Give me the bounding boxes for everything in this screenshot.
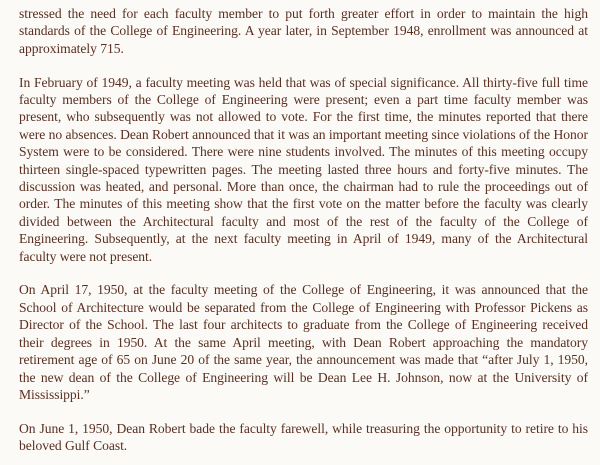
paragraph-dean-farewell: On June 1, 1950, Dean Robert bade the faculty farewell, while treasuring the opportunity to retire to his beloved Gulf Coast. [19, 420, 588, 454]
paragraph-faculty-meeting-1949: In February of 1949, a faculty meeting was held that was of special significance. All thirty-five full time faculty members of the College of Engineering were present; even a part time faculty member was present, who subsequently was not allowed to vote. For the first time, the minutes reported that there were no absences. Dean Robert announced that it was an important meeting since violations of the Honor System were to be considered. There were nine students involved. The minutes of this meeting occupy thirteen single-spaced typewritten pages. The meeting lasted three hours and forty-five minutes. The discussion was heated, and personal. More than once, the chairman had to rule the proceedings out of order. The minutes of this meeting show that the first vote on the matter before the faculty was clearly divided between the Architectural faculty and most of the rest of the faculty of the College of Engineering. Subsequently, at the next faculty meeting in April of 1949, many of the Architectural faculty were not present. [19, 74, 588, 264]
paragraph-enrollment: stressed the need for each faculty member to put forth greater effort in order to maintain the high standards of the College of Engineering. A year later, in September 1948, enrollment was announced at approximately 715. [19, 6, 588, 56]
paragraph-architecture-separation: On April 17, 1950, at the faculty meeting of the College of Engineering, it was announced that the School of Architecture would be separated from the College of Engineering with Professor Pickens as Director of the School. The last four architects to graduate from the College of Engineering received their degrees in 1950. At the same April meeting, with Dean Robert approaching the mandatory retirement age of 65 on June 20 of the same year, the announcement was made that “after July 1, 1950, the new dean of the College of Engineering will be Dean Lee H. Johnson, now at the University of Mississippi.” [19, 282, 588, 402]
